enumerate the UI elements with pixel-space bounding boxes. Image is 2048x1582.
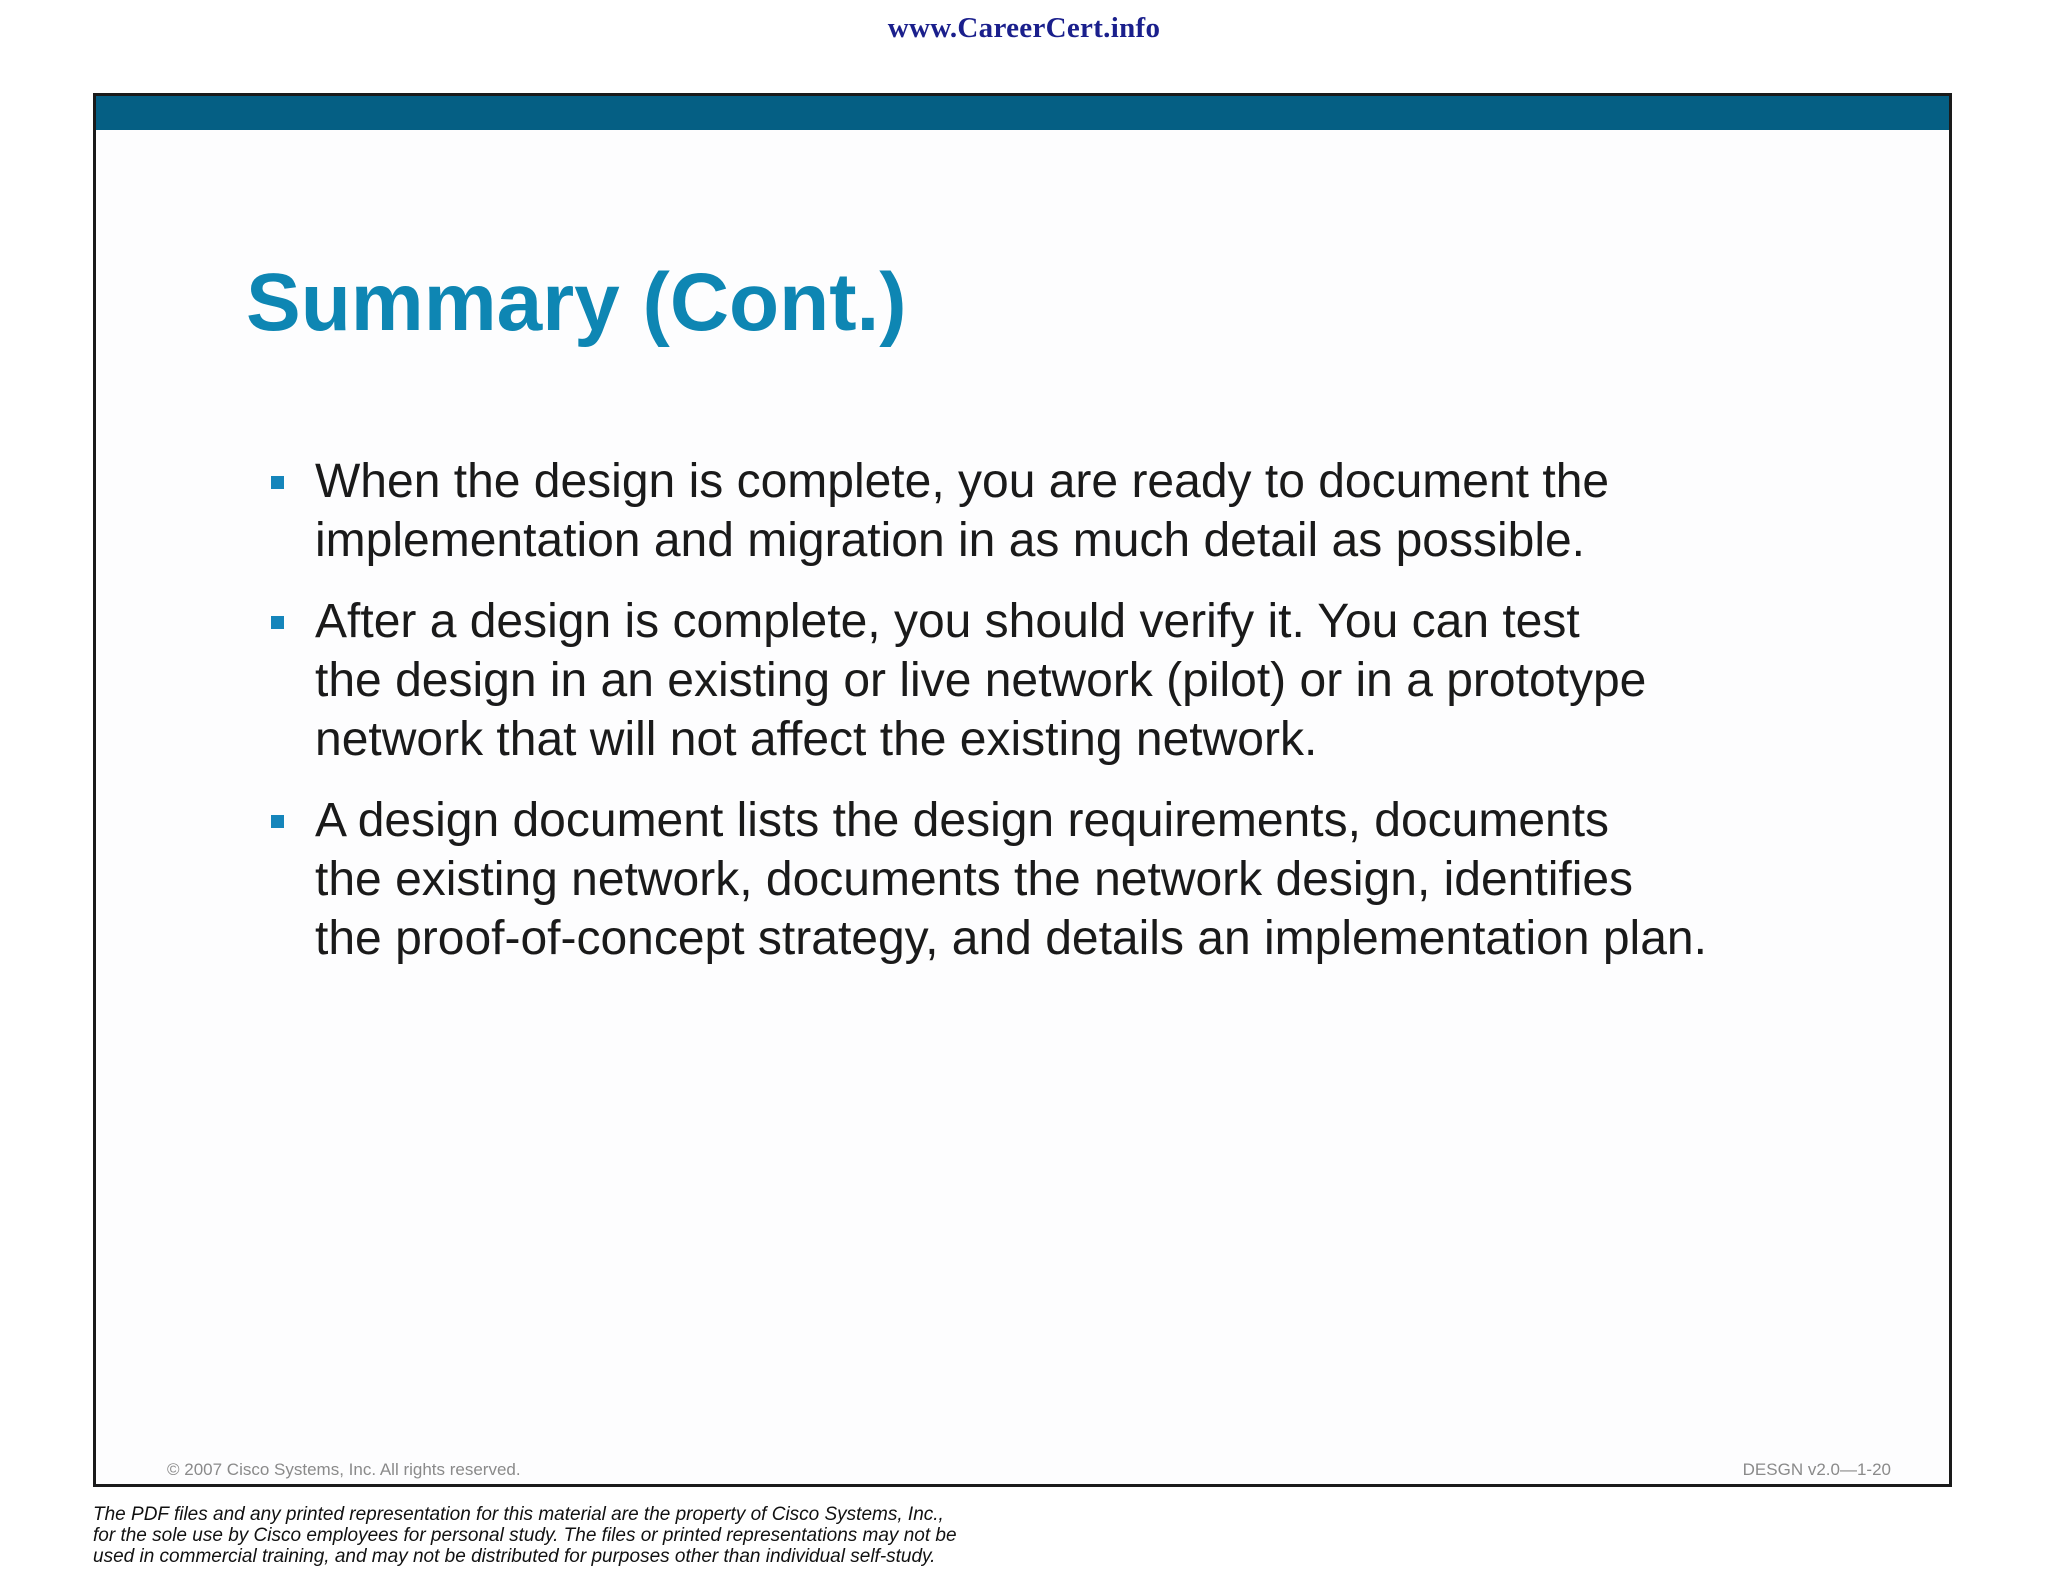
disclaimer (93, 1504, 957, 1567)
square-bullet-icon (271, 815, 284, 828)
disclaimer-line: for the sole use by Cisco employees for personal study. The files or printed representations may not be (93, 1525, 957, 1546)
slide-copyright: © 2007 Cisco Systems, Inc. All rights reserved. (167, 1460, 521, 1479)
site-url: www.CareerCert.info (887, 12, 1161, 44)
bullet-text-line: the design in an existing or live network (pilot) or in a prototype (315, 654, 1647, 707)
disclaimer-line: The PDF files and any printed representation for this material are the property of Cisco Systems, Inc., (93, 1504, 944, 1525)
square-bullet-icon (271, 616, 284, 629)
bullet-list (271, 452, 1871, 990)
square-bullet-icon (271, 476, 284, 489)
bullet-text-line: the existing network, documents the network design, identifies (315, 853, 1634, 906)
slide-title: Summary (Cont.) (246, 257, 907, 348)
bullet-text-line: implementation and migration in as much detail as possible. (315, 514, 1586, 567)
slide-header-bar (96, 96, 1949, 130)
bullet-item (271, 592, 1871, 769)
bullet-text-line: network that will not affect the existing network. (315, 713, 1318, 766)
bullet-text-line: After a design is complete, you should verify it. You can test (315, 595, 1580, 648)
disclaimer-line: used in commercial training, and may not be distributed for purposes other than individual self-study. (93, 1546, 936, 1567)
bullet-item (271, 452, 1871, 570)
bullet-text-line: When the design is complete, you are ready to document the (315, 455, 1610, 508)
bullet-text-line: the proof-of-concept strategy, and details an implementation plan. (315, 912, 1707, 965)
bullet-item (271, 791, 1871, 968)
slide (93, 93, 1952, 1487)
slide-number: DESGN v2.0—1-20 (1742, 1460, 1891, 1479)
bullet-text-line: A design document lists the design requirements, documents (315, 794, 1610, 847)
